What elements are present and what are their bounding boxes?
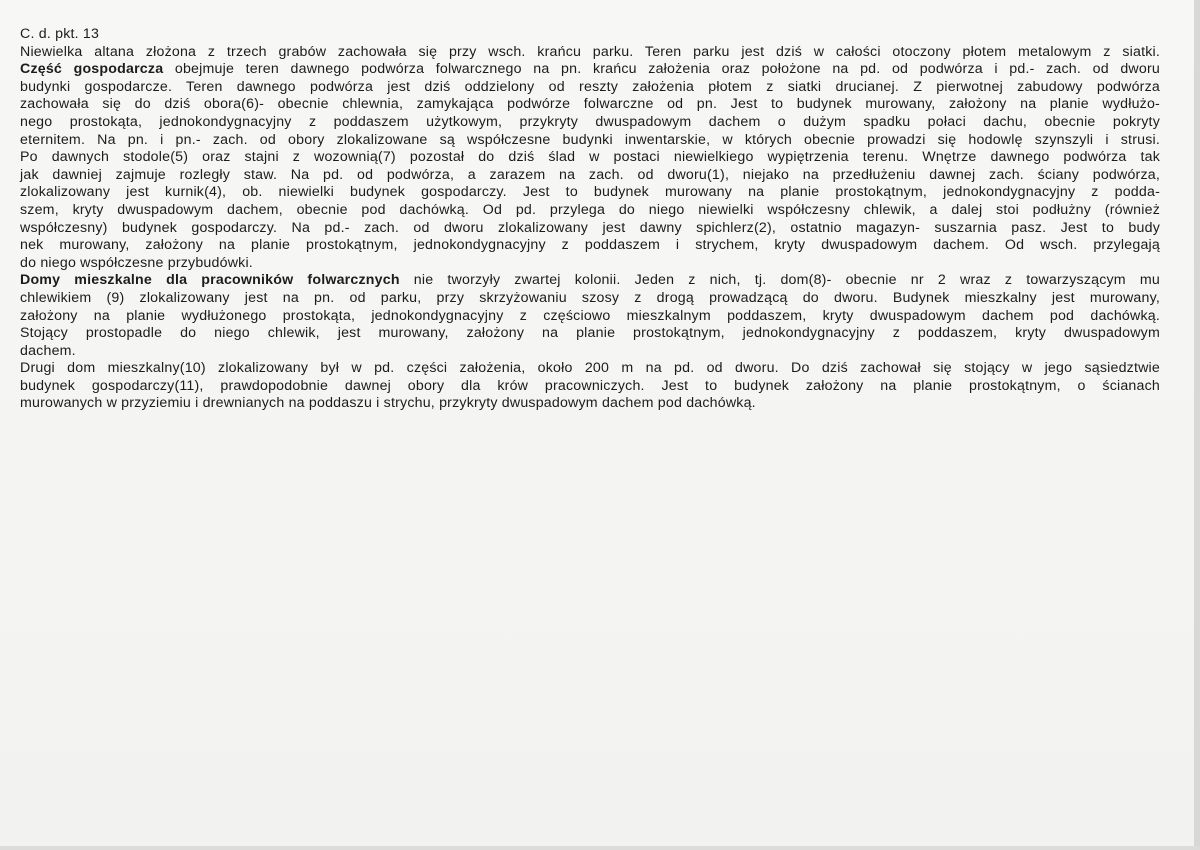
text-line xyxy=(20,220,1160,238)
text-line xyxy=(20,184,1160,202)
line-text: współczesny) budynek gospodarczy. Na pd.- zach. od dworu zlokalizowany jest dawny spichlerz(2), ostatnio magazyn- suszarnia pasz. Jest to budy xyxy=(20,219,1160,236)
line-text: budynek gospodarczy(11), prawdopodobnie dawnej obory dla krów pracowniczych. Jest to budynek założony na planie prostokątnym, o ścianach xyxy=(20,377,1160,394)
text-line xyxy=(20,96,1160,114)
line-text: zachowała się do dziś obora(6)- obecnie chlewnia, zamykająca podwórze folwarczne od pn. Jest to budynek murowany, założony na planie wydłużo- xyxy=(20,96,1160,113)
line-text: nek murowany, założony na planie prostokątnym, jednokondygnacyjny z poddaszem i strychem, kryty dwuspadowym dachem. Od wsch. przylegają xyxy=(20,237,1160,254)
text-line xyxy=(20,44,1160,62)
text-line xyxy=(20,395,1160,413)
line-text: Po dawnych stodole(5) oraz stajni z wozownią(7) pozostał do dziś ślad w postaci niewielkiego wypiętrzenia terenu. Wnętrze dawnego podwórza tak xyxy=(20,149,1160,166)
text-line xyxy=(20,149,1160,167)
line-text: zlokalizowany jest kurnik(4), ob. niewielki budynek gospodarczy. Jest to budynek murowany na planie prostokątnym, jednokondygnacyjny z podda- xyxy=(20,184,1160,201)
line-text: obejmuje teren dawnego podwórza folwarcznego na pn. krańcu założenia oraz położone na pd. od podwórza i pd.- zach. od dworu xyxy=(163,61,1160,78)
text-line xyxy=(20,79,1160,97)
line-text: budynki gospodarcze. Teren dawnego podwórza jest dziś oddzielony od reszty założenia płotem z siatki drucianej. Z pierwotnej zabudowy podwórza xyxy=(20,78,1160,95)
line-text: założony na planie wydłużonego prostokąta, jednokondygnacyjny z częściowo mieszkalnym poddaszem, kryty dwuspadowym dachem pod dachówką. xyxy=(20,307,1160,324)
text-line xyxy=(20,360,1160,378)
document-text xyxy=(20,26,1160,413)
text-line xyxy=(20,343,1160,361)
line-text: murowanych w przyziemiu i drewnianych na poddaszu i strychu, przykryty dwuspadowym dachem pod dachówką. xyxy=(20,395,756,412)
text-line xyxy=(20,378,1160,396)
text-line xyxy=(20,167,1160,185)
text-line xyxy=(20,255,1160,273)
text-line xyxy=(20,202,1160,220)
text-line xyxy=(20,325,1160,343)
text-line xyxy=(20,308,1160,326)
document-header: C. d. pkt. 13 xyxy=(20,26,100,42)
line-text: nie tworzyły zwartej kolonii. Jeden z nich, tj. dom(8)- obecnie nr 2 wraz z towarzyszącym mu xyxy=(399,272,1160,289)
text-line xyxy=(20,272,1160,290)
section-heading: Część gospodarcza xyxy=(20,61,164,78)
text-line xyxy=(20,237,1160,255)
text-line xyxy=(20,114,1160,132)
line-text: szem, kryty dwuspadowym dachem, obecnie pod dachówką. Od pd. przylega do niego niewielki współczesny chlewik, a dalej stoi podłużny (również xyxy=(20,201,1160,218)
card-edge xyxy=(1194,0,1200,850)
text-line xyxy=(20,132,1160,150)
line-text: eternitem. Na pn. i pn.- zach. od obory zlokalizowane są współczesne budynki inwentarskie, w których obecnie prowadzi się hodowlę szynszyli i strusi. xyxy=(20,131,1160,148)
line-text: chlewikiem (9) zlokalizowany jest na pn. od parku, przy skrzyżowaniu szosy z drogą prowadzącą do dworu. Budynek mieszkalny jest murowany, xyxy=(20,289,1160,306)
text-line xyxy=(20,290,1160,308)
line-text: dachem. xyxy=(20,342,76,359)
line-text: jak dawniej zajmuje rozległy staw. Na pd. od podwórza, a zarazem na zach. od dworu(1), niejako na przedłużeniu dawnej zach. ściany podwórza, xyxy=(20,166,1160,183)
line-text: Drugi dom mieszkalny(10) zlokalizowany był w pd. części założenia, około 200 m na pd. od dworu. Do dziś zachował się stojący w jego sąsiedztwie xyxy=(20,360,1160,377)
line-text: Stojący prostopadle do niego chlewik, jest murowany, założony na planie prostokątnym, jednokondygnacyjny z poddaszem, kryty dwuspadowym xyxy=(20,325,1160,342)
section-heading: Domy mieszkalne dla pracowników folwarcznych xyxy=(20,272,400,289)
line-text: nego prostokąta, jednokondygnacyjny z poddaszem użytkowym, przykryty dwuspadowym dachem o dużym spadku połaci dachu, obecnie pokryty xyxy=(20,113,1160,130)
line-text: do niego współczesne przybudówki. xyxy=(20,254,253,271)
document-body xyxy=(20,44,1160,413)
card-edge xyxy=(0,846,1200,850)
text-line xyxy=(20,61,1160,79)
line-text: Niewielka altana złożona z trzech grabów zachowała się przy wsch. krańcu parku. Teren parku jest dziś w całości otoczony płotem metalowym z siatki. xyxy=(20,43,1160,60)
